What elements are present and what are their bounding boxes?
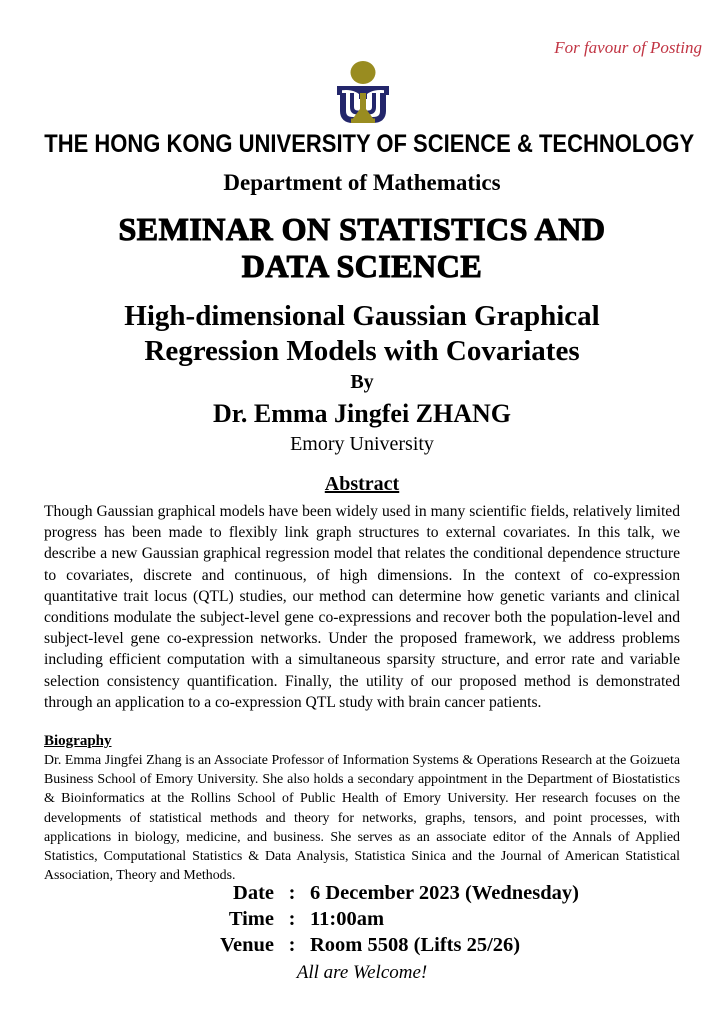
hkust-logo-icon [324, 60, 402, 132]
time-separator: : [288, 908, 296, 930]
talk-title-line2: Regression Models with Covariates [144, 335, 580, 367]
university-name-text: THE HONG KONG UNIVERSITY OF SCIENCE & TECHNOLOGY [44, 130, 695, 158]
seminar-series-title [0, 211, 724, 285]
time-label: Time [228, 908, 274, 930]
biography-text: Dr. Emma Jingfei Zhang is an Associate Professor of Information Systems & Operations Research at the Goizueta Business School of Emory University. She also holds a secondary appointment in the Department of Biostatistics & Bioinformatics at the Rollins School of Public Health of Emory University. Her research focuses on the developments of statistical methods and theory for networks, graphs, tensors, and point processes, with applications in biology, medicine, and business. She serves as an associate editor of the Annals of Applied Statistics, Computational Statistics & Data Analysis, Statistica Sinica and the Journal of American Statistical Association, Theory and Methods. [44, 753, 680, 884]
speaker-name: Dr. Emma Jingfei ZHANG [212, 399, 512, 428]
date-value: 6 December 2023 (Wednesday) [310, 882, 579, 904]
speaker-affiliation: Emory University [290, 433, 434, 455]
abstract-heading: Abstract [324, 473, 400, 495]
date-label: Date [233, 882, 274, 904]
venue-label: Venue [220, 934, 274, 956]
welcome-note: All are Welcome! [296, 962, 428, 983]
seminar-series-line1: SEMINAR ON STATISTICS AND [118, 211, 606, 247]
talk-title-line1: High-dimensional Gaussian Graphical [124, 300, 600, 332]
university-name [0, 130, 724, 159]
posting-note: For favour of Posting [554, 38, 702, 57]
date-separator: : [288, 882, 296, 904]
venue-separator: : [288, 934, 296, 956]
talk-title [0, 299, 724, 369]
venue-value: Room 5508 (Lifts 25/26) [310, 934, 521, 956]
time-value: 11:00am [310, 908, 385, 930]
schedule-block [208, 880, 579, 958]
department-name: Department of Mathematics [223, 170, 501, 195]
abstract-text: Though Gaussian graphical models have been widely used in many scientific fields, relatively limited progress has been made to flexibly link graph structures to external covariates. In this talk, we describe a new Gaussian graphical regression model that relates the conditional dependence structure to covariates, discrete and continuous, of high dimensions. In the context of co-expression quantitative trait locus (QTL) studies, our method can determine how genetic variants and clinical conditions modulate the subject-level gene co-expressions and recover both the population-level and subject-level gene co-expression networks. Under the proposed framework, we address problems including efficient computation with a simultaneous sparsity structure, and error rate and variable selection consistency quantification. Finally, the utility of our proposed method is demonstrated through an application to a co-expression QTL study with brain cancer patients. [44, 503, 680, 711]
biography-heading: Biography [44, 733, 112, 749]
by-label: By [350, 371, 374, 393]
seminar-series-line2: DATA SCIENCE [241, 248, 483, 284]
